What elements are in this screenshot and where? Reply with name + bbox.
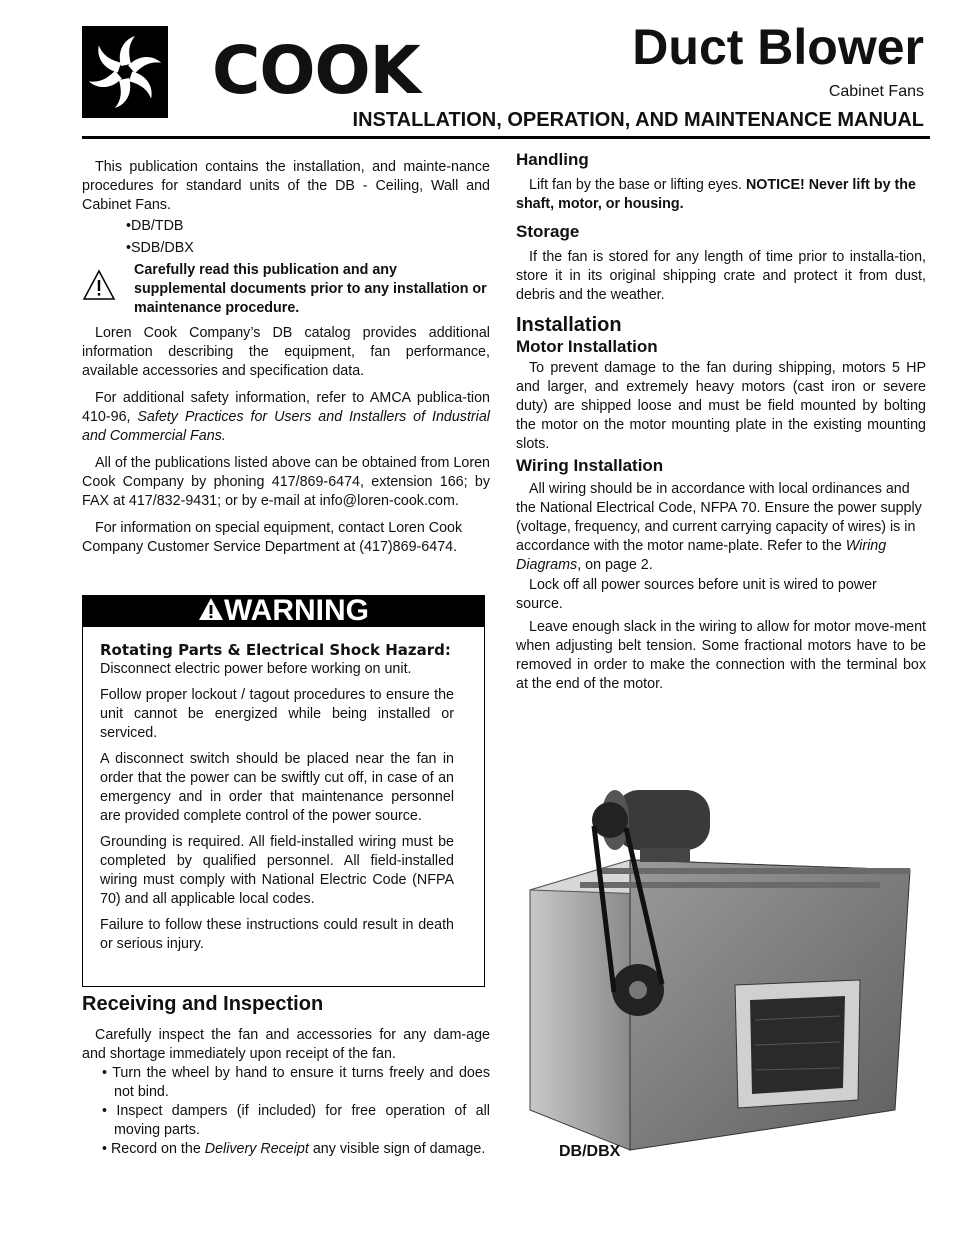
handling-heading: Handling [516, 150, 589, 169]
caution-text: Carefully read this publication and any supplemental documents prior to any installation or maintenance procedure. [134, 262, 487, 316]
cook-logo-mark [82, 26, 168, 118]
special-equipment-paragraph: For information on special equipment, contact Loren Cook Company Customer Service Department at (417)869-6474. [82, 520, 463, 555]
receiving-bullet [82, 1140, 490, 1159]
safety-text: For additional safety information, refer to AMCA publica-tion 410-96, [82, 390, 490, 425]
intro-paragraph: This publication contains the installation, and mainte-nance procedures for standard units of the DB - Ceiling, Wall and Cabinet Fans. [82, 159, 490, 213]
intro-section [82, 158, 490, 557]
document-subtitle: Cabinet Fans [828, 83, 924, 100]
warning-paragraph: Follow proper lockout / tagout procedures to ensure the unit cannot be energized while being installed or serviced. [100, 687, 454, 741]
warning-body [100, 640, 454, 961]
model-item: •SDB/DBX [126, 240, 194, 256]
bullet-text: any visible sign of damage. [308, 1141, 486, 1157]
receiving-section [82, 992, 490, 1159]
handling-notice: NOTICE! Never lift by the shaft, motor, or housing. [516, 177, 916, 212]
wiring-text: , on page 2. [577, 557, 653, 573]
wiring-text: All wiring should be in accordance with local ordinances and the National Electrical Code, NFPA 70. Ensure the power supply (voltage, frequency, and current carrying capacity of wires) is in accordance with the motor name-plate. Refer to the [516, 481, 922, 554]
handling-paragraph [516, 176, 926, 214]
wiring-diagrams-term: Wiring Diagrams [516, 538, 887, 573]
handling-text: Lift fan by the base or lifting eyes. [529, 177, 746, 193]
warning-paragraph: Failure to follow these instructions could result in death or serious injury. [100, 917, 454, 952]
wiring-paragraph [516, 480, 926, 575]
model-item: •DB/TDB [126, 218, 184, 234]
bullet-text: • Record on the [102, 1141, 205, 1157]
warning-header [82, 595, 485, 627]
receiving-bullet: • Inspect dampers (if included) for free operation of all moving parts. [102, 1103, 490, 1138]
installation-heading: Installation [516, 314, 622, 336]
warning-heading: WARNING [224, 594, 369, 627]
figure-caption: DB/DBX [559, 1143, 621, 1160]
warning-triangle-icon [82, 261, 134, 318]
contact-paragraph: All of the publications listed above can be obtained from Loren Cook Company by phoning 417/869-6474, extension 166; by FAX at 417/832-9431; or by e-mail at info@loren-cook.com. [82, 455, 490, 509]
warning-paragraph: Disconnect electric power before working on unit. [100, 661, 412, 677]
delivery-receipt-term: Delivery Receipt [204, 1141, 309, 1157]
right-column [516, 150, 926, 694]
safety-paragraph [82, 389, 490, 446]
catalog-paragraph: Loren Cook Company’s DB catalog provides additional information describing the equipment, fan performance, available accessories and specification data. [82, 325, 490, 379]
receiving-paragraph: Carefully inspect the fan and accessories for any dam-age and shortage immediately upon receipt of the fan. [82, 1027, 490, 1062]
document-title: Duct Blower [632, 19, 924, 75]
brand-wordmark: COOK [212, 32, 420, 109]
receiving-heading: Receiving and Inspection [82, 993, 324, 1015]
hazard-title: Rotating Parts & Electrical Shock Hazard: [100, 641, 451, 659]
motor-installation-paragraph: To prevent damage to the fan during shipping, motors 5 HP and larger, and extremely heavy motors (cast iron or severe duty) are shipped loose and must be field mounted by bolting the motor on the motor mounting plate in the existing mounting slots. [516, 360, 926, 452]
warning-triangle-icon [198, 597, 224, 621]
duct-blower-photo [520, 770, 920, 1170]
manual-title: INSTALLATION, OPERATION, AND MAINTENANCE MANUAL [352, 109, 924, 131]
warning-paragraph: Grounding is required. All field-installed wiring must be completed by qualified personnel. All field-installed wiring must comply with National Electric Code (NFPA 70) and all applicable local codes. [100, 834, 454, 907]
storage-heading: Storage [516, 222, 580, 241]
motor-installation-heading: Motor Installation [516, 337, 658, 356]
header-divider [82, 136, 930, 139]
wiring-installation-heading: Wiring Installation [516, 456, 664, 475]
receiving-bullet: • Turn the wheel by hand to ensure it turns freely and does not bind. [102, 1065, 490, 1100]
caution-notice [82, 261, 490, 318]
storage-paragraph: If the fan is stored for any length of time prior to installa-tion, store it in its original shipping crate and protect it from dust, debris and the weather. [516, 249, 926, 303]
fan-swirl-icon [82, 26, 168, 118]
safety-publication-title: Safety Practices for Users and Installers of Industrial and Commercial Fans. [82, 409, 490, 444]
warning-paragraph: A disconnect switch should be placed near the fan in order that the power can be swiftly cut off, in case of an emergency and in order that maintenance personnel are provided complete control of the power source. [100, 751, 454, 824]
wiring-paragraph: Lock off all power sources before unit is wired to power source. [516, 577, 877, 612]
model-list [126, 217, 490, 258]
wiring-paragraph: Leave enough slack in the wiring to allow for motor move-ment when adjusting belt tension. Some fractional motors have to be removed in order to make the connection with the terminal box at the end of the motor. [516, 619, 926, 692]
